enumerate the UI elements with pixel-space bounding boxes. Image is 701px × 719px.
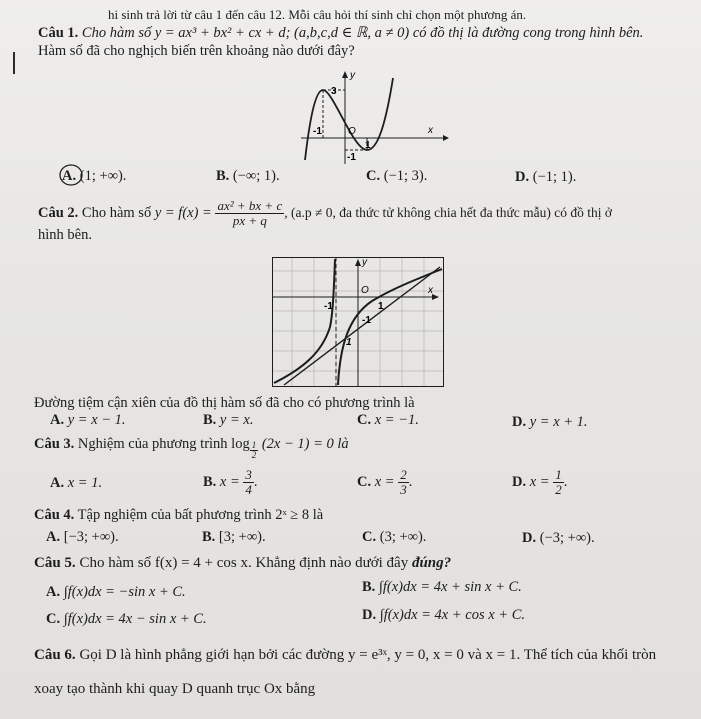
q3-label: Câu 3. <box>34 436 75 452</box>
q2-option-a-key: A. <box>50 412 65 428</box>
q4-option-c-value: (3; +∞). <box>379 529 427 545</box>
q2-option-c-key: C. <box>357 412 372 428</box>
q1-option-a-value: (1; +∞). <box>79 168 127 184</box>
q1-option-d-value: (−1; 1). <box>532 169 577 185</box>
q3-statement-end: (2x − 1) = 0 là <box>261 436 349 452</box>
margin-mark <box>13 52 15 74</box>
q2-option-d[interactable] <box>512 413 588 431</box>
q1-graph-tick-m1x: -1 <box>313 126 322 137</box>
q2-condition: , (a.p ≠ 0, đa thức tử không chia hết đa thức mẫu) có đồ thị ở <box>284 205 613 220</box>
q1-graph <box>293 68 453 168</box>
q6-label: Câu 6. <box>34 647 76 663</box>
q1-option-d-key: D. <box>515 169 530 185</box>
q3-option-a-value: x = 1. <box>67 475 103 491</box>
q3-statement: Nghiệm của phương trình log <box>77 436 250 452</box>
q1-graph-y-label: y <box>350 70 355 81</box>
q1-graph-origin: O <box>348 126 356 137</box>
q2-graph-y-label: y <box>362 257 367 268</box>
q3-log-base <box>250 441 259 460</box>
q2-lhs: y = f(x) = <box>154 205 212 221</box>
q3-option-b-key: B. <box>203 474 217 490</box>
q1-label: Câu 1. <box>38 25 79 41</box>
q4-label: Câu 4. <box>34 507 75 523</box>
q4-option-b-key: B. <box>202 529 216 545</box>
q1-option-c-key: C. <box>366 168 381 184</box>
q4-option-a-value: [−3; +∞). <box>63 529 119 545</box>
q3-option-d[interactable]: D. x = $\frac{1}{2}$ . <box>512 467 568 498</box>
q4-option-d-value: (−3; +∞). <box>539 530 595 546</box>
q5-option-d[interactable] <box>362 606 525 624</box>
q3-option-b-num: 3 <box>245 467 252 483</box>
q3-option-b-value: x = <box>219 474 240 490</box>
q1-statement: Cho hàm số y = ax³ + bx² + cx + d; (a,b,c,d ∈ ℝ, a ≠ 0) có đồ thị là đường cong trong hình bên. <box>81 25 644 41</box>
q5-option-c[interactable] <box>46 610 207 628</box>
q3-option-b-den: 4 <box>245 482 252 498</box>
q4-option-b[interactable] <box>202 528 266 546</box>
q4-option-a-key: A. <box>46 529 61 545</box>
q5-option-b-key: B. <box>362 579 376 595</box>
q3-log-base-den: 2 <box>251 450 257 460</box>
q2-option-a-value: y = x − 1. <box>67 412 126 428</box>
q2-question: Đường tiệm cận xiên của đồ thị hàm số đã cho có phương trình là <box>34 395 415 411</box>
q6-statement: Gọi D là hình phẳng giới hạn bởi các đường y = e³ˣ, y = 0, x = 0 và x = 1. Thể tích của khối tròn <box>79 647 657 663</box>
q2-fraction-num: ax² + bx + c <box>217 198 283 214</box>
q2-option-c[interactable] <box>357 411 419 429</box>
q3-option-b-fraction <box>243 468 254 497</box>
q5-text <box>34 554 451 572</box>
q2-graph-origin: O <box>361 285 369 296</box>
q2-graph-x-label: x <box>428 285 433 296</box>
q6-text-line2: xoay tạo thành khi quay D quanh trục Ox bằng <box>34 681 316 697</box>
q5-option-d-key: D. <box>362 607 377 623</box>
q2-text-line2: hình bên. <box>38 227 92 243</box>
q1-option-a-circle-mark <box>58 163 84 187</box>
q2-graph-tick-m1y: -1 <box>362 315 371 326</box>
q2-option-b-value: y = x. <box>219 412 254 428</box>
q5-emphasis: đúng? <box>411 555 452 571</box>
q3-option-d-fraction <box>553 468 564 497</box>
q4-option-d-key: D. <box>522 530 537 546</box>
q3-text <box>34 432 349 460</box>
q5-label: Câu 5. <box>34 555 76 571</box>
q1-text-line1 <box>38 24 643 42</box>
q2-label: Câu 2. <box>38 205 79 221</box>
q2-option-a[interactable] <box>50 411 126 429</box>
q6-text-line1 <box>34 646 656 664</box>
q3-option-d-num: 1 <box>555 467 562 483</box>
q3-option-c-den: 3 <box>400 482 407 498</box>
q5-option-a-key: A. <box>46 584 61 600</box>
q1-graph-tick-1: 1 <box>365 140 371 151</box>
q3-option-c[interactable]: C. x = $\frac{2}{3}$ . <box>357 467 413 498</box>
q2-graph-tick-m1x: -1 <box>324 301 333 312</box>
q4-option-d[interactable] <box>522 529 595 547</box>
q4-option-c[interactable] <box>362 528 426 546</box>
q2-option-b[interactable] <box>203 411 253 429</box>
q2-graph <box>272 257 444 387</box>
q2-text-line1 <box>38 198 612 228</box>
q5-option-c-key: C. <box>46 611 61 627</box>
q2-option-d-key: D. <box>512 414 527 430</box>
q2-graph-tick-1y: 1 <box>346 337 352 348</box>
q4-text <box>34 506 323 524</box>
q4-option-c-key: C. <box>362 529 377 545</box>
q3-option-a-key: A. <box>50 475 65 491</box>
q1-text-line2: Hàm số đã cho nghịch biến trên khoảng nào dưới đây? <box>38 43 355 59</box>
q1-option-b[interactable] <box>216 167 280 185</box>
q2-lead: Cho hàm số <box>81 205 152 221</box>
q4-option-b-value: [3; +∞). <box>218 529 266 545</box>
q4-option-a[interactable] <box>46 528 119 546</box>
q3-option-c-value: x = <box>374 474 395 490</box>
q1-graph-x-label: x <box>428 125 433 136</box>
q3-option-c-fraction <box>398 468 409 497</box>
q5-option-a-value: ∫f(x)dx = −sin x + C. <box>63 584 186 600</box>
header-instruction: hi sinh trả lời từ câu 1 đến câu 12. Mỗi câu hỏi thí sinh chỉ chọn một phương án. <box>108 7 527 22</box>
q1-option-a-key: A. <box>62 168 77 184</box>
q4-statement: Tập nghiệm của bất phương trình 2ˣ ≥ 8 là <box>77 507 324 523</box>
q2-option-b-key: B. <box>203 412 217 428</box>
q3-option-d-value: x = <box>529 474 550 490</box>
q2-fraction <box>215 199 284 228</box>
q1-option-b-key: B. <box>216 168 230 184</box>
q2-fraction-den: px + q <box>232 213 267 229</box>
q5-option-d-value: ∫f(x)dx = 4x + cos x + C. <box>379 607 525 623</box>
q3-option-c-key: C. <box>357 474 372 490</box>
q5-option-b-value: ∫f(x)dx = 4x + sin x + C. <box>378 579 522 595</box>
q3-option-b[interactable]: B. x = $\frac{3}{4}$ . <box>203 467 258 498</box>
q5-option-c-value: ∫f(x)dx = 4x − sin x + C. <box>63 611 207 627</box>
q3-option-d-key: D. <box>512 474 527 490</box>
q3-option-a[interactable] <box>50 474 102 492</box>
q5-statement: Cho hàm số f(x) = 4 + cos x. Khẳng định nào dưới đây <box>79 555 409 571</box>
q1-option-d[interactable] <box>515 168 576 186</box>
q1-option-c[interactable] <box>366 167 427 185</box>
q1-graph-tick-3: 3 <box>331 86 337 97</box>
q5-option-b[interactable] <box>362 578 522 596</box>
q3-option-c-num: 2 <box>400 467 407 483</box>
q2-option-d-value: y = x + 1. <box>529 414 588 430</box>
q2-graph-tick-1: 1 <box>378 301 384 312</box>
q5-option-a[interactable] <box>46 583 186 601</box>
q3-option-d-den: 2 <box>555 482 562 498</box>
q2-option-c-value: x = −1. <box>374 412 419 428</box>
q1-option-c-value: (−1; 3). <box>383 168 428 184</box>
q1-option-b-value: (−∞; 1). <box>232 168 280 184</box>
q3-log-base-num: 1 <box>251 440 257 450</box>
q1-graph-tick-m1y: -1 <box>347 152 356 163</box>
